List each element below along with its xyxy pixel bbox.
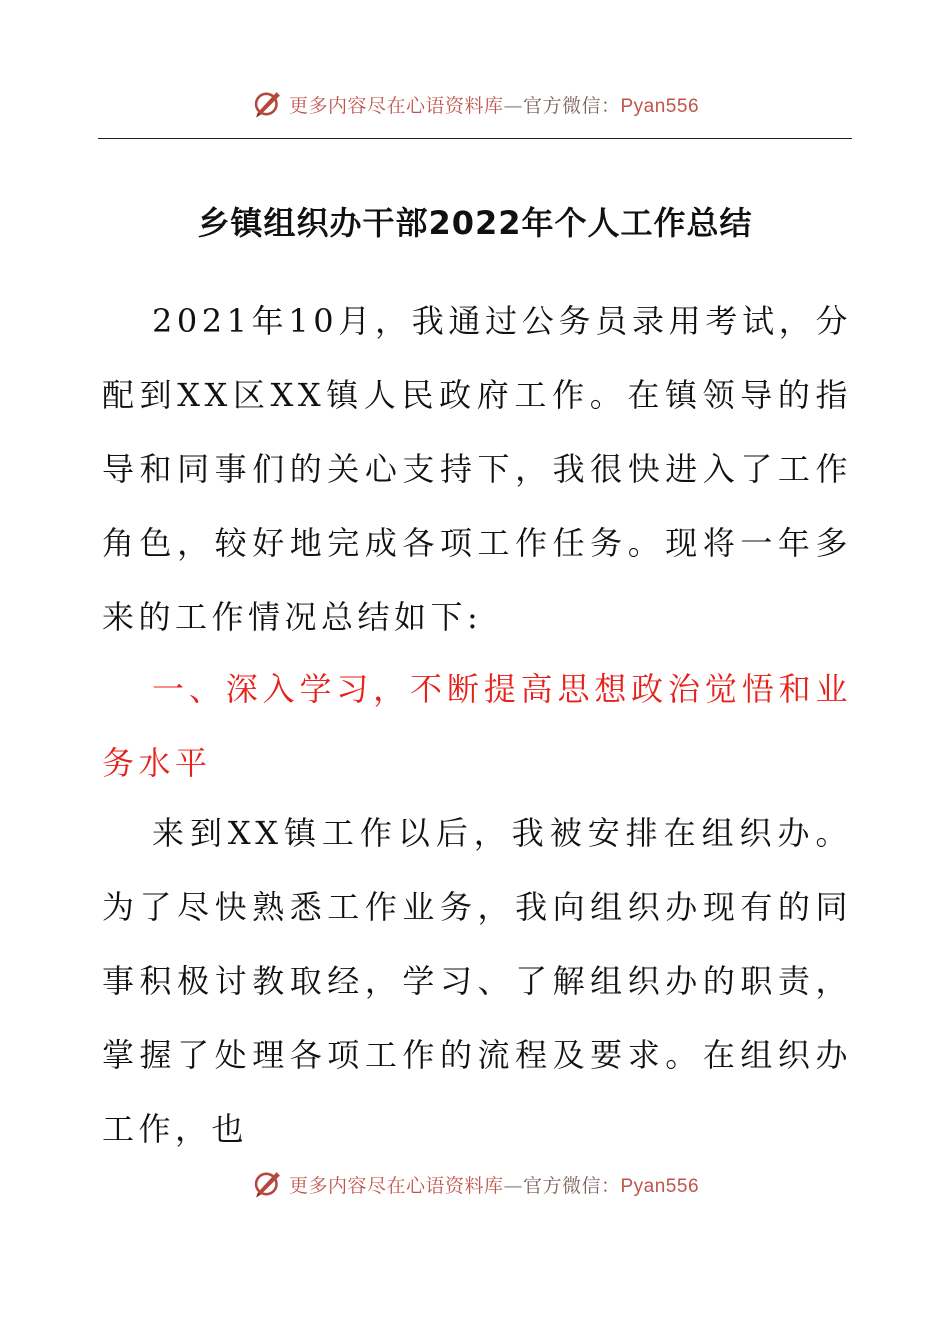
- quill-logo-icon: [251, 87, 285, 121]
- banner-wechat-label: 官方微信：: [522, 94, 621, 117]
- body-paragraph: 2021年10月，我通过公务员录用考试，分配到XX区XX镇人民政府工作。在镇领导的指导和同事们的关心支持下，我很快进入了工作角色，较好地完成各项工作任务。现将一年多来的工作情况总结如下:: [102, 302, 852, 636]
- banner-separator: —: [503, 1174, 523, 1197]
- banner-separator: —: [503, 94, 523, 117]
- banner-brand-text: 更多内容尽在心语资料库: [288, 1174, 504, 1197]
- section-heading: 一、深入学习，不断提高思想政治觉悟和业务水平: [102, 670, 852, 782]
- banner-brand-text: 更多内容尽在心语资料库: [288, 94, 504, 117]
- quill-logo-icon: [251, 1167, 285, 1201]
- body-paragraph: 来到XX镇工作以后，我被安排在组织办。为了尽快熟悉工作业务，我向组织办现有的同事积极讨教取经，学习、了解组织办的职责，掌握了处理各项工作的流程及要求。在组织办工作，也: [102, 814, 852, 1148]
- banner-text: [289, 91, 699, 118]
- header-divider: [98, 138, 852, 139]
- banner-wechat-id: Pyan556: [620, 1175, 700, 1197]
- header-watermark-banner: [0, 84, 950, 124]
- footer-watermark-banner: [0, 1164, 950, 1204]
- banner-wechat-label: 官方微信：: [522, 1174, 621, 1197]
- banner-wechat-id: Pyan556: [620, 95, 700, 117]
- document-title: 乡镇组织办干部2022年个人工作总结: [197, 204, 753, 242]
- banner-text: [289, 1171, 699, 1198]
